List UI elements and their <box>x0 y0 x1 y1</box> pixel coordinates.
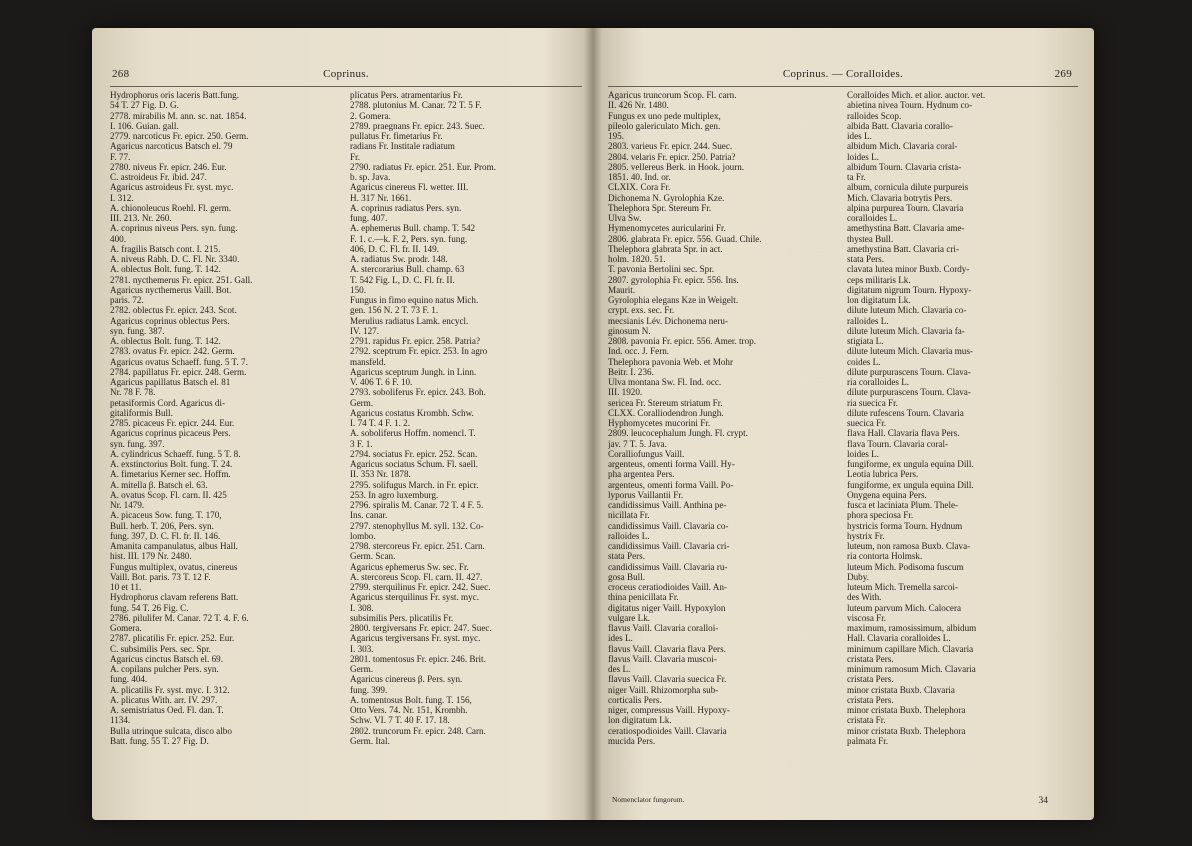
text-line: des With. <box>847 592 882 603</box>
text-line: Onygena equina Pers. <box>847 489 927 500</box>
text-line: I. 74 T. 4 F. 1. 2. <box>350 418 411 428</box>
text-line: Agaricus sociatus Schum. Fl. saell. <box>350 459 478 469</box>
text-line: gosa Bull. <box>608 571 646 582</box>
text-line: Coralliofungus Vaill. <box>608 448 685 459</box>
text-line: Thelephora Spr. Stereum Fr. <box>608 202 712 213</box>
text-line: dilute purpurascens Tourn. Clava- <box>847 366 971 377</box>
text-line: Agaricus cinereus Fl. wetter. III. <box>350 182 469 193</box>
text-line: gen. 156 N. 2 T. 73 F. 1. <box>350 305 439 316</box>
text-line: Agaricus nycthemerus Vaill. Bot. <box>110 284 232 295</box>
text-line: 2791. rapidus Fr. epicr. 258. Patria? <box>350 336 481 346</box>
right-page <box>608 68 1078 808</box>
text-line: mansfeld. <box>350 356 386 367</box>
text-line: amethystina Batt. Clavaria ame- <box>847 223 965 234</box>
text-line: b. sp. Java. <box>350 172 391 182</box>
text-line: candidissimus Vaill. Anthina pe- <box>608 500 727 510</box>
text-line: Germ. Scan. <box>350 551 396 562</box>
text-line: ralloides L. <box>847 315 889 326</box>
right-page-header <box>608 68 1078 87</box>
text-line: A. tomentosus Bolt. fung. T. 156, <box>350 694 472 705</box>
text-line: petasiformis Cord. Agaricus di- <box>110 397 226 408</box>
text-line: luteum, non ramosa Buxb. Clava- <box>847 541 971 551</box>
text-line: album, cornicula dilute purpureis <box>847 182 969 193</box>
text-line: mecsianis Lév. Dichonema neru- <box>608 315 729 326</box>
text-line: flavus Vaill. Clavaria suecica Fr. <box>608 674 727 685</box>
text-line: albidum Tourn. Clavaria crista- <box>847 161 962 172</box>
text-line: subsimilis Pers. plicatilis Fr. <box>350 612 454 623</box>
text-line: A. copilans pulcher Pers. syn. <box>110 664 219 674</box>
text-line: lyporus Vaillantii Fr. <box>608 489 684 500</box>
text-line: ralloides L. <box>608 530 650 541</box>
text-line: A. mitella β. Batsch el. 63. <box>110 479 208 490</box>
text-line: Otto Vers. 74. Nr. 151, Krombh. <box>350 705 468 715</box>
text-line: stata Pers. <box>608 551 645 562</box>
text-line: fusca et laciniata Plum. Thele- <box>847 500 959 510</box>
text-line: minor cristata Buxb. Thelephora <box>847 705 966 715</box>
text-line: 2798. stercoreus Fr. epicr. 251. Carn. <box>350 541 485 551</box>
text-line: fung. 404. <box>110 674 148 685</box>
text-line: lombo. <box>350 530 376 541</box>
text-line: pileolo galericulato Mich. gen. <box>608 120 721 131</box>
text-line: thina penicillata Fr. <box>608 592 679 603</box>
text-line: viscosa Fr. <box>847 612 887 623</box>
text-line: Coralloides Mich. et alior. auctor. vet. <box>847 90 986 100</box>
text-line: Batt. fung. 55 T. 27 Fig. D. <box>110 735 209 746</box>
text-line: ginosum N. <box>608 325 651 336</box>
text-line: lon digitatum Lk. <box>608 715 672 726</box>
text-line: 3 F. 1. <box>350 438 373 449</box>
text-line: 2801. tomentosus Fr. epicr. 246. Brit. <box>350 653 486 664</box>
text-line: maximum, ramosissimum, albidum <box>847 623 977 633</box>
text-line: 2804. velaris Fr. epicr. 250. Patria? <box>608 151 736 162</box>
left-page-header <box>110 68 582 87</box>
text-line: minor cristata Buxb. Thelephora <box>847 725 966 736</box>
text-line: loides L. <box>847 151 879 162</box>
text-line: albida Batt. Clavaria corallo- <box>847 120 953 131</box>
text-line: vulgare Lk. <box>608 612 651 623</box>
text-line: radians Fr. Institale radiatum <box>350 141 455 152</box>
text-line: Ins. canar. <box>350 510 388 521</box>
text-line: III. 213. Nr. 260. <box>110 213 172 223</box>
text-line: Gyrolophia elegans Kze in Weigelt. <box>608 295 739 305</box>
text-line: cristata Pers. <box>847 694 894 705</box>
text-line: V. 406 T. 6 F. 10. <box>350 377 413 387</box>
text-line: A. stercorarius Bull. champ. 63 <box>350 264 465 275</box>
text-line: 2786. pilulifer M. Canar. 72 T. 4. F. 6. <box>110 612 249 623</box>
text-line: coides L. <box>847 356 881 367</box>
text-line: Agaricus costatus Krombh. Schw. <box>350 407 474 418</box>
text-line: corticalis Pers. <box>608 694 662 705</box>
text-line: Ulva Sw. <box>608 213 642 223</box>
text-line: Thelephora pavonia Web. et Mohr <box>608 356 734 367</box>
text-line: F. 77. <box>110 151 131 162</box>
text-line: amethystina Batt. Clavaria cri- <box>847 243 959 254</box>
text-line: gitaliformis Bull. <box>110 407 173 418</box>
text-line: T. 542 Fig. L, D. C. Fl. fr. II. <box>350 274 455 285</box>
text-line: 406, D. C. Fl. fr. II. 149. <box>350 243 439 254</box>
text-line: 1134. <box>110 715 131 726</box>
text-line: Maurit. <box>608 284 636 295</box>
text-line: clavata lutea minor Buxb. Cordy- <box>847 264 970 275</box>
text-line: Hydrophorus oris laceris Batt.fung. <box>110 90 239 100</box>
text-line: A. exstinctorius Bolt. fung. T. 24. <box>110 459 233 469</box>
text-line: alpina purpurea Tourn. Clavaria <box>847 202 964 213</box>
text-line: A. ephemerus Bull. champ. T. 542 <box>350 223 476 234</box>
text-line: pha argentea Pers. <box>608 469 675 480</box>
left-page-column-2 <box>350 90 582 746</box>
text-line: Agaricus astroideus Fr. syst. myc. <box>110 182 234 193</box>
text-line: A. oblectus Bolt. fung. T. 142. <box>110 264 221 275</box>
text-line: A. plicatus With. arr. IV. 297. <box>110 694 218 705</box>
text-line: ralloides Scop. <box>847 110 902 121</box>
text-line: hist. III. 179 Nr. 2480. <box>110 551 192 562</box>
text-line: croceus ceratiodioides Vaill. An- <box>608 582 727 592</box>
text-line: 2783. ovatus Fr. epicr. 242. Germ. <box>110 346 235 357</box>
text-line: 2787. plicatilis Fr. epicr. 252. Eur. <box>110 633 235 644</box>
text-line: 2784. papillatus Fr. epicr. 248. Germ. <box>110 366 247 377</box>
text-line: dilute rufescens Tourn. Clavaria <box>847 407 964 418</box>
text-line: ides L. <box>847 131 872 141</box>
text-line: Duby. <box>847 571 869 582</box>
text-line: 2785. picaceus Fr. epicr. 244. Eur. <box>110 418 235 428</box>
text-line: 195. <box>608 131 624 141</box>
book-gutter <box>584 28 602 820</box>
text-line: III. 1920. <box>608 387 643 398</box>
text-line: flava Hall. Clavaria flava Pers. <box>847 428 960 439</box>
text-line: 2780. niveus Fr. epicr. 246. Eur. <box>110 161 227 172</box>
text-line: 2808. pavonia Fr. epicr. 556. Amer. trop. <box>608 336 757 346</box>
text-line: albidum Mich. Clavaria coral- <box>847 141 958 152</box>
text-line: A. plicatilis Fr. syst. myc. I. 312. <box>110 684 230 695</box>
text-line: coralloides L. <box>847 213 898 223</box>
text-line: Agaricus tergiversans Fr. syst. myc. <box>350 633 481 644</box>
text-line: Hyphomycetes mucorini Fr. <box>608 418 711 428</box>
text-line: 2793. soboliferus Fr. epicr. 243. Boh. <box>350 387 486 398</box>
text-line: sericea Fr. Stereum striatum Fr. <box>608 397 723 408</box>
text-line: Ind. occ. J. Fern. <box>608 346 670 357</box>
left-page-column-1 <box>110 90 342 746</box>
text-line: A. niveus Rabh. D. C. Fl. Nr. 3340. <box>110 254 240 264</box>
text-line: 2800. tergiversans Fr. epicr. 247. Suec. <box>350 623 492 633</box>
text-line: Hydrophorus clavam referens Batt. <box>110 592 239 603</box>
signature-mark: 34 <box>1038 796 1048 806</box>
text-line: A. fragilis Batsch cont. I. 215. <box>110 243 221 254</box>
text-line: flava Tourn. Clavaria coral- <box>847 438 949 449</box>
text-line: 2803. varieus Fr. epicr. 244. Suec. <box>608 141 733 152</box>
text-line: A. semistriatus Oed. Fl. dan. T. <box>110 705 224 715</box>
text-line: minimum ramosum Mich. Clavaria <box>847 664 976 674</box>
text-line: Merulius radiatus Lamk. encycl. <box>350 315 469 326</box>
text-line: Agaricus coprinus oblectus Pers. <box>110 315 230 326</box>
text-line: fung. 399. <box>350 684 388 695</box>
text-line: Bulla utrinque sulcata, disco albo <box>110 725 232 736</box>
text-line: 2782. oblectus Fr. epicr. 243. Scot. <box>110 305 237 316</box>
text-line: F. 1. c.—k. F. 2, Pers. syn. fung. <box>350 233 468 244</box>
text-line: niger, compressus Vaill. Hypoxy- <box>608 705 730 715</box>
text-line: I. 106. Guian. gall. <box>110 120 179 131</box>
text-line: dilute purpurascens Tourn. Clava- <box>847 387 971 398</box>
text-line: Agaricus sterquilinus Fr. syst. myc. <box>350 592 480 603</box>
text-line: Fr. <box>350 151 360 162</box>
text-line: syn. fung. 387. <box>110 325 165 336</box>
text-line: A. chionoleucus Roehl. Fl. germ. <box>110 202 232 213</box>
text-line: CLXX. Coralliodendron Jungh. <box>608 407 724 418</box>
text-line: digitatus niger Vaill. Hypoxylon <box>608 602 726 613</box>
text-line: II. 353 Nr. 1878. <box>350 469 411 480</box>
text-line: fung. 54 T. 26 Fig. C. <box>110 602 189 613</box>
left-running-head: Coprinus. <box>323 68 369 80</box>
text-line: Dichonema N. Gyrolophia Kze. <box>608 192 725 203</box>
text-line: crypt. exs. sec. Fr. <box>608 305 675 316</box>
text-line: 2797. stenophyllus M. syll. 132. Co- <box>350 520 484 531</box>
text-line: IV. 127. <box>350 325 379 336</box>
text-line: 2805. vellereus Berk. in Hook. journ. <box>608 161 745 172</box>
text-line: Thelephora glabrata Spr. in act. <box>608 243 723 254</box>
text-line: T. pavonia Bertolini sec. Spr. <box>608 264 715 275</box>
text-line: 2794. sociatus Fr. epicr. 252. Scan. <box>350 448 478 459</box>
text-line: lon digitatum Lk. <box>847 295 911 305</box>
text-line: Fungus ex uno pede multiplex, <box>608 110 721 121</box>
text-line: 2806. glabrata Fr. epicr. 556. Guad. Chile. <box>608 233 762 244</box>
text-line: ria contorta Holmsk. <box>847 551 923 562</box>
text-line: ria coralloides L. <box>847 377 910 387</box>
text-line: 54 T. 27 Fig. D. G. <box>110 100 179 111</box>
text-line: 2802. truncorum Fr. epicr. 248. Carn. <box>350 725 486 736</box>
text-line: Agaricus ephemerus Sw. sec. Fr. <box>350 561 469 572</box>
text-line: Amanita campanulatus, albus Hall. <box>110 541 238 551</box>
text-line: pullatus Fr. fimetarius Fr. <box>350 131 443 141</box>
text-line: flavus Vaill. Clavaria coralloi- <box>608 623 719 633</box>
text-line: hystrix Fr. <box>847 530 885 541</box>
text-line: 2789. praegnans Fr. epicr. 243. Suec. <box>350 120 485 131</box>
left-page <box>110 68 582 808</box>
text-line: candidissimus Vaill. Clavaria cri- <box>608 541 730 551</box>
text-line: 2788. plutonius M. Canar. 72 T. 5 F. <box>350 100 482 111</box>
text-line: H. 317 Nr. 1661. <box>350 192 412 203</box>
text-line: 2807. gyrolophia Fr. epicr. 556. Ins. <box>608 274 739 285</box>
text-line: 2792. sceptrum Fr. epicr. 253. In agro <box>350 346 488 357</box>
text-line: A. radiatus Sw. prodr. 148. <box>350 254 448 264</box>
text-line: digitatum nigrum Tourn. Hypoxy- <box>847 284 972 295</box>
text-line: Gomera. <box>110 623 142 633</box>
text-line: Fungus multiplex, ovatus, cinereus <box>110 561 238 572</box>
text-line: stata Pers. <box>847 254 884 264</box>
text-line: Agaricus cinereus β. Pers. syn. <box>350 674 463 685</box>
right-running-head: Coprinus. — Coralloides. <box>782 68 904 80</box>
text-line: Germ. <box>350 664 374 674</box>
text-line: 2778. mirabilis M. ann. sc. nat. 1854. <box>110 110 247 121</box>
text-line: II. 426 Nr. 1480. <box>608 100 669 111</box>
text-line: loides L. <box>847 448 879 459</box>
text-line: A. oblectus Bolt. fung. T. 142. <box>110 336 221 346</box>
text-line: fungiforme, ex ungula equina Dill. <box>847 479 974 490</box>
text-line: I. 308. <box>350 602 374 613</box>
page-footer-note: Nomenclator fungorum. <box>612 795 685 804</box>
text-line: Mich. Clavaria botrytis Pers. <box>847 192 953 203</box>
text-line: A. coprinus niveus Pers. syn. fung. <box>110 223 238 234</box>
text-line: cristata Pers. <box>847 653 894 664</box>
text-line: minor cristata Buxb. Clavaria <box>847 684 955 695</box>
text-line: A. coprinus radiatus Pers. syn. <box>350 202 462 213</box>
text-line: minimum capillare Mich. Clavaria <box>847 643 974 654</box>
text-line: 1851. 40. Ind. or. <box>608 172 671 182</box>
text-line: I. 303. <box>350 643 374 654</box>
text-line: 2779. narcoticus Fr. epicr. 250. Germ. <box>110 131 249 141</box>
text-line: fung. 397, D. C. Fl. fr. II. 146. <box>110 530 221 541</box>
text-line: 150. <box>350 284 366 295</box>
text-line: plicatus Pers. atramentarius Fr. <box>350 90 463 100</box>
text-line: thystea Bull. <box>847 233 894 244</box>
text-line: A. stercoreus Scop. Fl. carn. II. 427. <box>350 571 483 582</box>
text-line: argenteus, omenti forma Vaill. Hy- <box>608 459 735 469</box>
text-line: cristata Pers. <box>847 674 894 685</box>
text-line: flavus Vaill. Clavaria flava Pers. <box>608 643 726 654</box>
text-line: dilute luteum Mich. Clavaria co- <box>847 305 967 316</box>
text-line: dilute luteum Mich. Clavaria fa- <box>847 325 965 336</box>
text-line: Germ. Ital. <box>350 735 390 746</box>
text-line: suecica Fr. <box>847 418 887 428</box>
text-line: Leotia lubrica Pers. <box>847 469 919 480</box>
text-line: des L. <box>608 664 631 674</box>
text-line: Agaricus narcoticus Batsch el. 79 <box>110 141 233 152</box>
text-line: Ulva montana Sw. Fl. Ind. occ. <box>608 377 722 387</box>
text-line: 2796. spiralis M. Canar. 72 T. 4 F. 5. <box>350 500 484 510</box>
text-line: ceps militaris Lk. <box>847 274 911 285</box>
text-line: Nr. 1479. <box>110 500 145 510</box>
text-line: ria suecica Fr. <box>847 397 898 408</box>
text-line: nicillata Fr. <box>608 510 650 521</box>
text-line: A. fimetarius Kerner sec. Hoffm. <box>110 469 231 480</box>
text-line: I. 312. <box>110 192 134 203</box>
text-line: 400. <box>110 233 126 244</box>
book-spread <box>92 28 1094 820</box>
text-line: ides L. <box>608 633 633 644</box>
text-line: paris. 72. <box>110 295 144 305</box>
text-line: Agaricus sceptrum Jungh. in Linn. <box>350 366 477 377</box>
text-line: Germ. <box>350 397 374 408</box>
text-line: phora speciosa Fr. <box>847 510 914 521</box>
left-page-number: 268 <box>112 68 130 80</box>
text-line: luteum parvum Mich. Calocera <box>847 602 962 613</box>
text-line: luteum Mich. Podisoma fuscum <box>847 561 964 572</box>
text-line: ta Fr. <box>847 172 866 182</box>
text-line: Agaricus papillatus Batsch el. 81 <box>110 377 231 387</box>
text-line: niger Vaill. Rhizomorpha sub- <box>608 684 719 695</box>
text-line: mucida Pers. <box>608 735 656 746</box>
text-line: A. soboliferus Hoffm. nomencl. T. <box>350 428 476 439</box>
text-line: syn. fung. 397. <box>110 438 165 449</box>
text-line: stigiata L. <box>847 336 884 346</box>
text-line: 2781. nycthemerus Fr. epicr. 251. Gall. <box>110 274 253 285</box>
text-line: 2790. radiatus Fr. epicr. 251. Eur. Prom. <box>350 161 496 172</box>
text-line: 10 et 11. <box>110 582 142 592</box>
text-line: Bull. herb. T. 206, Pers. syn. <box>110 520 214 531</box>
text-line: palmata Fr. <box>847 735 889 746</box>
text-line: Nr. 78 F. 78. <box>110 387 156 398</box>
text-line: Agaricus ovatus Schaeff. fung. 5 T. 7. <box>110 356 248 367</box>
text-line: ceratiospodioides Vaill. Clavaria <box>608 725 727 736</box>
text-line: A. ovatus Scop. Fl. carn. II. 425 <box>110 489 227 500</box>
text-line: Beitr. I. 236. <box>608 366 654 377</box>
text-line: flavus Vaill. Clavaria muscoi- <box>608 653 717 664</box>
right-page-number: 269 <box>1054 68 1072 80</box>
text-line: abietina nivea Tourn. Hydnum co- <box>847 100 973 111</box>
text-line: fungiforme, ex ungula equina Dill. <box>847 459 974 469</box>
text-line: jav. 7 T. 5. Java. <box>608 438 667 449</box>
text-line: A. picaceus Sow. fung. T. 170, <box>110 510 222 521</box>
text-line: Schw. VI. 7 T. 40 F. 17. 18. <box>350 715 450 726</box>
text-line: fung. 407. <box>350 213 388 223</box>
text-line: candidissimus Vaill. Clavaria ru- <box>608 561 728 572</box>
text-line: A. cylindricus Schaeff. fung. 5 T. 8. <box>110 448 241 459</box>
text-line: Agaricus coprinus picaceus Pers. <box>110 428 231 439</box>
text-line: Hall. Clavaria coralloides L. <box>847 633 951 644</box>
text-line: 253. In agro luxemburg. <box>350 489 439 500</box>
right-page-column-1 <box>608 90 839 746</box>
text-line: luteum Mich. Tremella sarcoi- <box>847 582 959 592</box>
text-line: cristata Fr. <box>847 715 886 726</box>
text-line: holm. 1820. 51. <box>608 254 666 264</box>
text-line: CLXIX. Cora Fr. <box>608 182 671 193</box>
text-line: 2795. solifugus March. in Fr. epicr. <box>350 479 479 490</box>
text-line: dilute luteum Mich. Clavaria mus- <box>847 346 973 357</box>
text-line: hystricis forma Tourn. Hydnum <box>847 520 963 531</box>
text-line: Agaricus truncorum Scop. Fl. carn. <box>608 90 737 100</box>
text-line: Vaill. Bot. paris. 73 T. 12 F. <box>110 571 211 582</box>
text-line: 2809. leucocephalum Jungh. Fl. crypt. <box>608 428 748 439</box>
text-line: 2. Gomera. <box>350 110 391 121</box>
text-line: Hymenomycetes auricularini Fr. <box>608 223 726 234</box>
right-page-column-2 <box>847 90 1078 746</box>
text-line: Fungus in fimo equino natus Mich. <box>350 295 479 305</box>
text-line: 2799. sterquilinus Fr. epicr. 242. Suec. <box>350 582 491 592</box>
text-line: C. astroideus Fr. ibid. 247. <box>110 172 207 182</box>
text-line: candidissimus Vaill. Clavaria co- <box>608 520 729 531</box>
text-line: argenteus, omenti forma Vaill. Po- <box>608 479 734 490</box>
text-line: Agaricus cinctus Batsch el. 69. <box>110 653 224 664</box>
text-line: C. subsimilis Pers. sec. Spr. <box>110 643 211 654</box>
